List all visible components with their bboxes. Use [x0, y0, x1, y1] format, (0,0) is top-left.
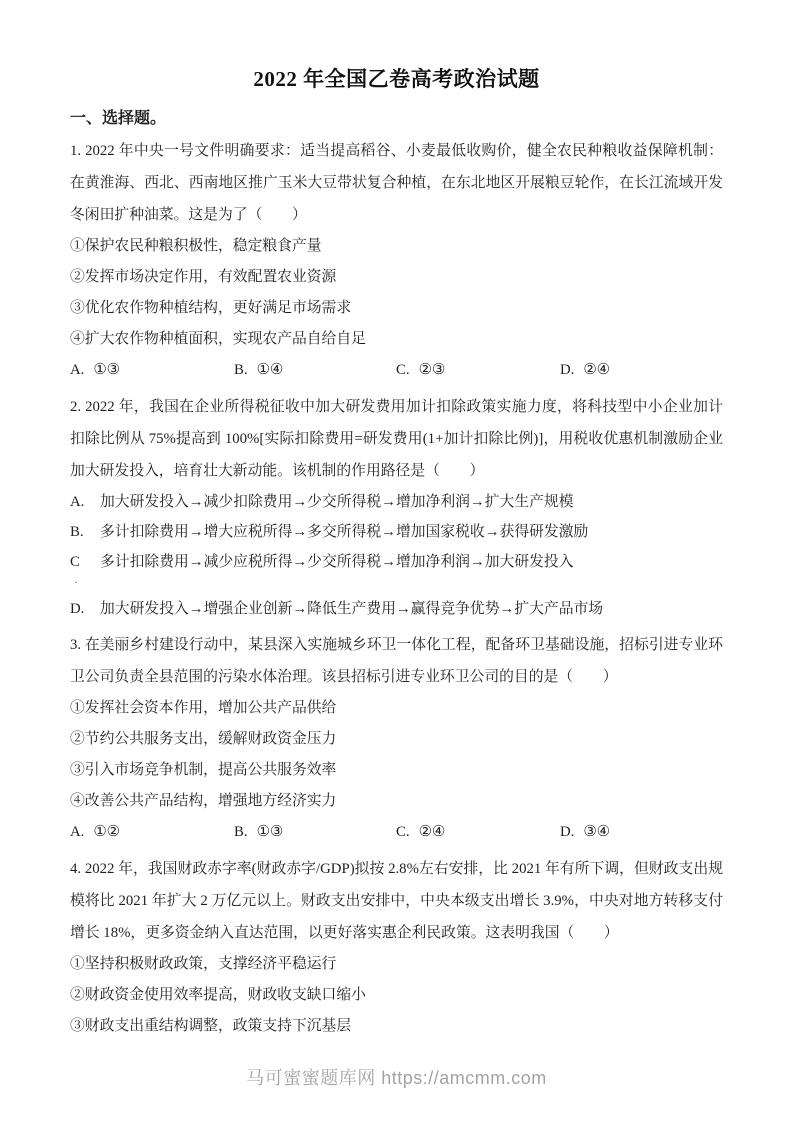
stray-mark: · — [74, 577, 78, 589]
choice-value: ①③ — [93, 362, 120, 378]
question-3-item-2: ②节约公共服务支出，缓解财政资金压力 — [70, 731, 337, 747]
question-2-option-d — [70, 594, 723, 624]
choice-label: B. — [70, 524, 84, 540]
option-text: 加大研发投入→增强企业创新→降低生产费用→赢得竞争优势→扩大产品市场 — [100, 601, 604, 617]
choice-label: C. — [396, 362, 410, 378]
question-3-item-1: ①发挥社会资本作用，增加公共产品供给 — [70, 700, 337, 716]
question-3-item-4: ④改善公共产品结构，增强地方经济实力 — [70, 793, 337, 809]
choice-label: D. — [70, 601, 85, 617]
choice-value: ②④ — [583, 362, 610, 378]
question-1-stem: 1. 2022 年中央一号文件明确要求：适当提高稻谷、小麦最低收购价，健全农民种粮收益保障机制：在黄淮海、西北、西南地区推广玉米大豆带状复合种植，在东北地区开展粮豆轮作，在长江流域开发冬闲田扩种油菜。这是为了（ ） — [70, 143, 723, 223]
question-3-choice-b — [234, 817, 396, 848]
question-4-stem: 4. 2022 年，我国财政赤字率(财政赤字/GDP)拟按 2.8%左右安排，比 2021 年有所下调，但财政支出规模将比 2021 年扩大 2 万亿元以上。财政支出安排中，中央本级支出增长 3.9%，中央对地方转移支付增长 18%，更多资金纳入直达范围，以更好落实惠企利民政策。这表明我国（ ） — [70, 861, 723, 941]
option-text: 多计扣除费用→增大应税所得→多交所得税→增加国家税收→获得研发激励 — [100, 524, 589, 540]
choice-label: B. — [234, 824, 248, 840]
question-1-item-4: ④扩大农作物种植面积，实现农产品自给自足 — [70, 331, 366, 347]
choice-value: ②③ — [418, 362, 446, 378]
choice-label: C. — [396, 824, 410, 840]
question-4-item-3: ③财政支出重结构调整，政策支持下沉基层 — [70, 1018, 352, 1034]
question-1-item-1: ①保护农民种粮积极性，稳定粮食产量 — [70, 238, 322, 254]
option-text: 多计扣除费用→减少应税所得→少交所得税→增加净利润→加大研发投入 — [100, 554, 574, 570]
choice-value: ①④ — [256, 362, 284, 378]
question-4-item-1: ①坚持积极财政政策，支撑经济平稳运行 — [70, 956, 337, 972]
choice-value: ②④ — [418, 824, 446, 840]
question-1-choice-d — [560, 355, 723, 386]
choice-label: D. — [560, 362, 575, 378]
option-text: 加大研发投入→减少扣除费用→少交所得税→增加净利润→扩大生产规模 — [100, 494, 574, 510]
choice-label: B. — [234, 362, 248, 378]
question-1-item-2: ②发挥市场决定作用，有效配置农业资源 — [70, 269, 337, 285]
section-heading: 一、选择题。 — [70, 110, 167, 127]
question-1-choice-a — [70, 355, 234, 386]
question-1-item-3: ③优化农作物种植结构，更好满足市场需求 — [70, 300, 352, 316]
choice-value: ①② — [93, 824, 120, 840]
question-1-choice-c — [396, 355, 560, 386]
question-1-choice-row — [70, 355, 723, 386]
choice-label: D. — [560, 824, 575, 840]
question-4-item-2: ②财政资金使用效率提高，财政收支缺口缩小 — [70, 987, 366, 1003]
question-3-choice-d — [560, 817, 723, 848]
question-3-choice-row — [70, 817, 723, 848]
choice-value: ③④ — [583, 824, 610, 840]
choice-value: ①③ — [256, 824, 284, 840]
question-2-option-c — [70, 547, 723, 577]
watermark: 马可蜜蜜题库网 https://amcmm.com — [246, 1068, 547, 1088]
question-2-option-a — [70, 487, 723, 517]
question-3-stem: 3. 在美丽乡村建设行动中，某县深入实施城乡环卫一体化工程，配备环卫基础设施，招标引进专业环卫公司负责全县范围的污染水体治理。该县招标引进专业环卫公司的目的是（ ） — [70, 637, 723, 685]
question-3-choice-c — [396, 817, 560, 848]
question-3-item-3: ③引入市场竞争机制，提高公共服务效率 — [70, 762, 337, 778]
choice-label: A. — [70, 494, 85, 510]
question-2-stem: 2. 2022 年，我国在企业所得税征收中加大研发费用加计扣除政策实施力度，将科技型中小企业加计扣除比例从 75%提高到 100%[实际扣除费用=研发费用(1+加计扣除比例)]，用税收优惠机制激励企业加大研发投入，培育壮大新动能。该机制的作用路径是（ ） — [70, 399, 723, 479]
question-3-choice-a — [70, 817, 234, 848]
choice-label: A. — [70, 824, 85, 840]
choice-label: C — [70, 554, 80, 570]
exam-title: 2022 年全国乙卷高考政治试题 — [253, 67, 540, 91]
question-1-choice-b — [234, 355, 396, 386]
choice-label: A. — [70, 362, 85, 378]
question-2-option-b — [70, 517, 723, 547]
